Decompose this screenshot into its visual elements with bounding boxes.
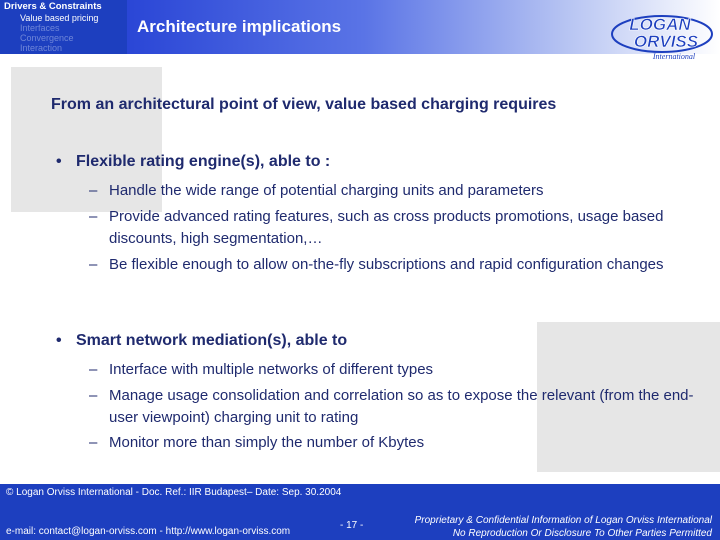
footer-contact[interactable]: e-mail: contact@logan-orviss.com - http://www.logan-orviss.com (6, 526, 291, 537)
section-nav-item-convergence[interactable]: Convergence (20, 33, 74, 43)
logo-line2: ORVISS (633, 32, 699, 51)
logo-line3: International (652, 52, 696, 61)
section-nav (0, 0, 127, 54)
footer-copyright: © Logan Orviss International - Doc. Ref.: IIR Budapest– Date: Sep. 30.2004 (6, 487, 342, 498)
sub-item-text: Manage usage consolidation and correlation so as to expose the relevant (from the end-user viewpoint) charging unit to rating (109, 387, 694, 426)
dash: – (89, 434, 98, 451)
bullet-label: Smart network mediation(s), able to (76, 332, 348, 349)
sub-item-text: Provide advanced rating features, such as cross products promotions, usage based discounts, high segmentation,… (109, 208, 664, 247)
dash: – (89, 256, 98, 273)
sub-item-text: Handle the wide range of potential charging units and parameters (109, 182, 544, 199)
dash: – (89, 361, 98, 378)
slide-title: Architecture implications (137, 17, 342, 36)
bullet-dot: • (56, 332, 62, 349)
section-nav-item-interfaces[interactable]: Interfaces (20, 23, 60, 33)
dash: – (89, 208, 98, 225)
sub-item-text: Monitor more than simply the number of Kbytes (109, 434, 425, 451)
intro-text: From an architectural point of view, value based charging requires (51, 96, 557, 113)
logo-line1: LOGAN (629, 15, 691, 34)
page-number: - 17 - (340, 520, 364, 531)
bullet-dot: • (56, 153, 62, 170)
footer-disclosure: No Reproduction Or Disclosure To Other Parties Permitted (452, 528, 712, 539)
dash: – (89, 182, 98, 199)
dash: – (89, 387, 98, 404)
logan-orviss-logo (606, 12, 718, 64)
sub-item-text: Be flexible enough to allow on-the-fly subscriptions and rapid configuration changes (109, 256, 664, 273)
footer-confidential: Proprietary & Confidential Information of Logan Orviss International (414, 515, 712, 526)
section-nav-item-value-pricing[interactable]: Value based pricing (20, 13, 99, 23)
sub-item-text: Interface with multiple networks of different types (109, 361, 434, 378)
section-nav-item-interaction[interactable]: Interaction (20, 43, 63, 53)
bullet-label: Flexible rating engine(s), able to : (76, 153, 331, 170)
section-nav-title[interactable]: Drivers & Constraints (4, 1, 102, 12)
